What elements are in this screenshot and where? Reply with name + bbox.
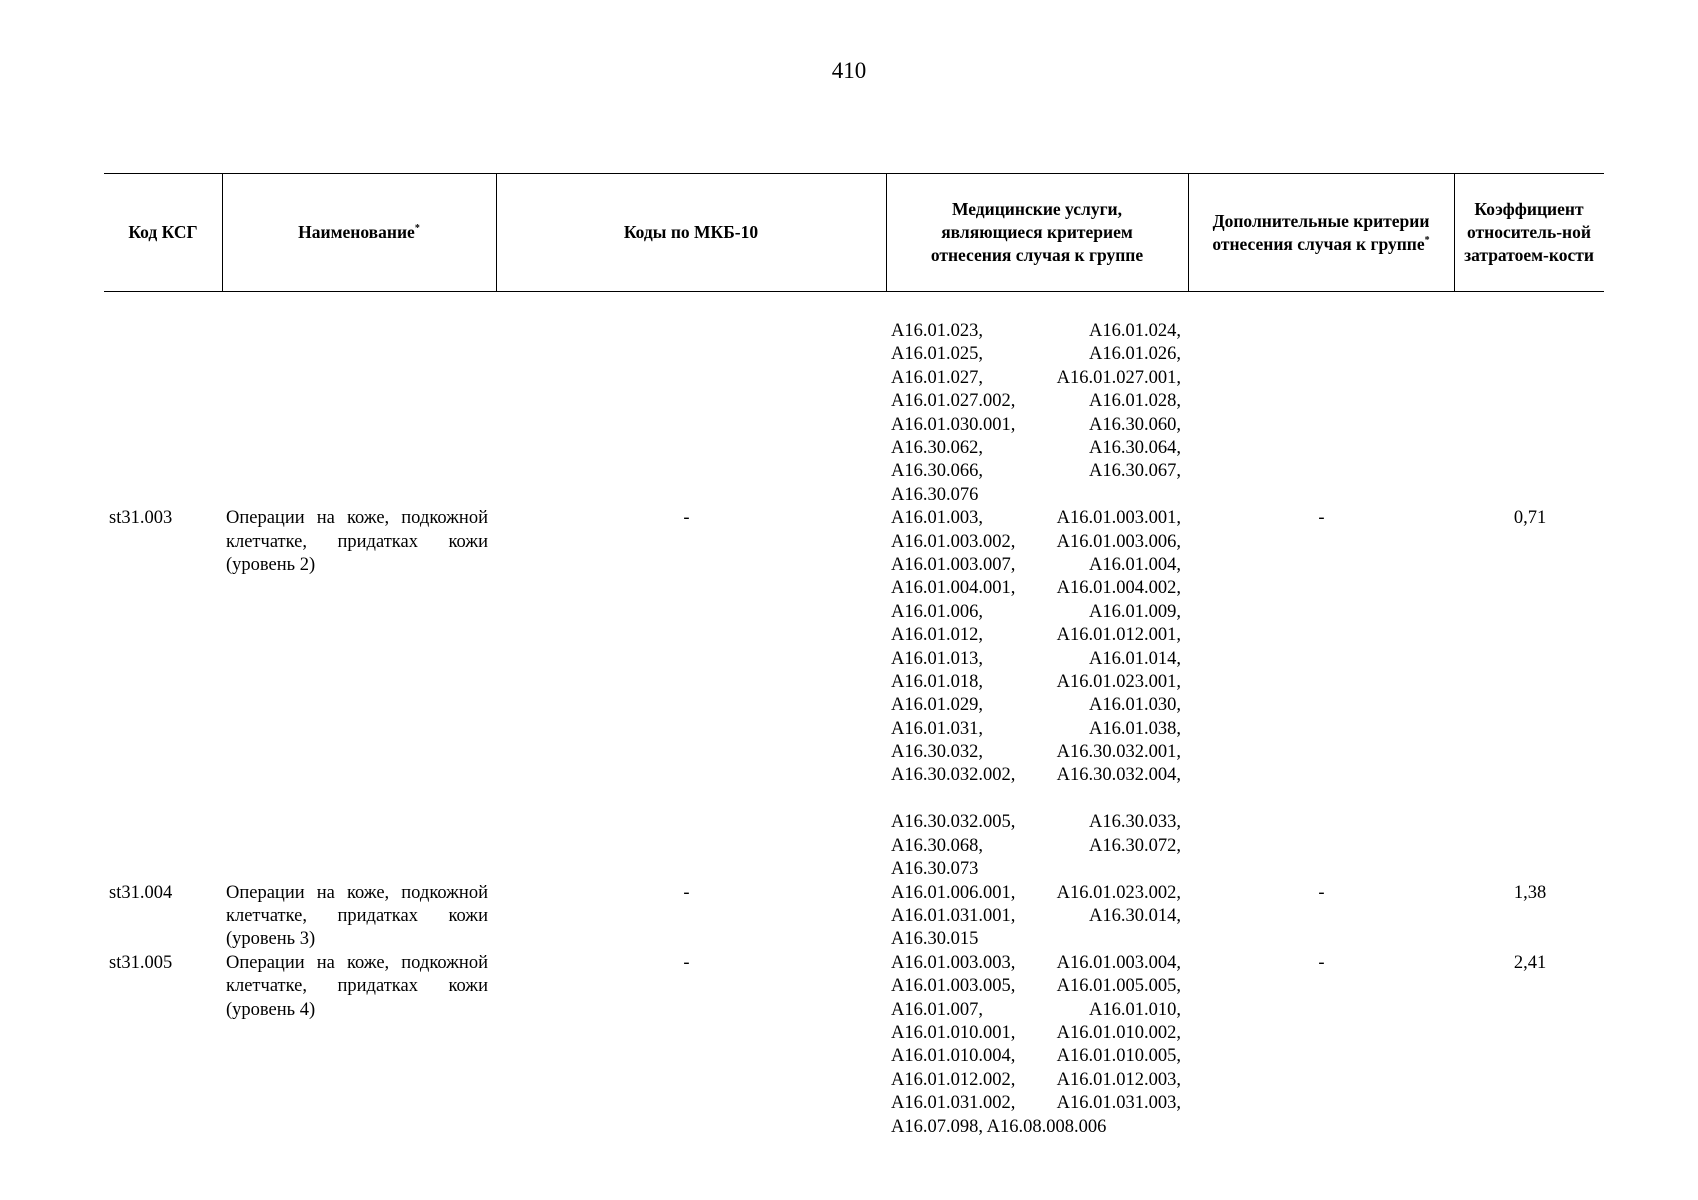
- service-line: [891, 671, 1181, 694]
- service-line: [891, 788, 1181, 811]
- service-code: A16.01.030,: [1089, 695, 1181, 716]
- service-code: A16.01.003.001,: [1056, 508, 1181, 529]
- extra-criteria: -: [1318, 882, 1325, 903]
- service-line: [891, 507, 1181, 530]
- header-code: Код КСГ: [128, 222, 198, 242]
- service-line: [891, 1045, 1181, 1068]
- service-code: A16.01.018,: [891, 671, 983, 692]
- service-code: A16.30.032.002,: [891, 765, 1016, 786]
- service-code: A16.30.064,: [1089, 437, 1181, 458]
- service-line: [891, 999, 1181, 1022]
- service-code: A16.01.014,: [1089, 648, 1181, 669]
- service-code: A16.30.067,: [1089, 461, 1181, 482]
- service-code: A16.01.027,: [891, 367, 983, 388]
- service-code: A16.01.003.007,: [891, 554, 1016, 575]
- service-code: A16.01.005.005,: [1056, 976, 1181, 997]
- ksg-code: st31.004: [109, 882, 173, 903]
- service-line: [891, 952, 1181, 975]
- service-line: [891, 343, 1181, 366]
- service-code: A16.01.003.006,: [1056, 531, 1181, 552]
- service-code: A16.30.068,: [891, 835, 983, 856]
- service-line: [891, 1069, 1181, 1092]
- footnote-mark: *: [1424, 234, 1430, 246]
- footnote-mark: *: [414, 223, 420, 235]
- service-code: A16.01.030.001,: [891, 414, 1016, 435]
- service-line: [891, 648, 1181, 671]
- service-code: A16.01.012.003,: [1056, 1069, 1181, 1090]
- header-extra: Дополнительные критерии отнесения случая к группе*: [1212, 210, 1430, 254]
- service-code: A16.30.072,: [1089, 835, 1181, 856]
- service-code: A16.30.032.005,: [891, 812, 1016, 833]
- service-line: [891, 1116, 1181, 1139]
- service-code: A16.01.031.002,: [891, 1093, 1016, 1114]
- service-line: [891, 882, 1181, 905]
- extra-criteria: -: [1318, 508, 1325, 529]
- service-code: A16.30.015: [891, 929, 979, 950]
- service-line: [891, 928, 1181, 951]
- service-code: A16.01.003.002,: [891, 531, 1016, 552]
- service-line: [891, 764, 1181, 787]
- service-code: A16.01.025,: [891, 344, 983, 365]
- service-code: A16.01.031,: [891, 718, 983, 739]
- service-line: [891, 858, 1181, 881]
- table-header: [104, 173, 1604, 292]
- mkb-codes: -: [683, 882, 690, 903]
- service-code: A16.30.014,: [1089, 905, 1181, 926]
- cost-coefficient: 2,41: [1513, 952, 1547, 973]
- header-services: Медицинские услуги, являющиеся критерием отнесения случая к группе: [930, 199, 1144, 265]
- mkb-codes: -: [683, 952, 690, 973]
- service-line: [891, 437, 1181, 460]
- service-line: [891, 718, 1181, 741]
- service-code: A16.01.004.001,: [891, 578, 1016, 599]
- ksg-code: st31.003: [109, 508, 173, 529]
- service-line: [891, 531, 1181, 554]
- service-line: [891, 460, 1181, 483]
- service-line: [891, 367, 1181, 390]
- service-line: [891, 390, 1181, 413]
- service-code: A16.01.012.001,: [1056, 625, 1181, 646]
- header-mkb: Коды по МКБ-10: [623, 222, 759, 242]
- service-code: A16.30.076: [891, 484, 979, 505]
- service-code: A16.01.010,: [1089, 999, 1181, 1020]
- service-line: [891, 835, 1181, 858]
- service-code: A16.01.029,: [891, 695, 983, 716]
- cost-coefficient: 1,38: [1513, 882, 1547, 903]
- service-code: A16.01.023,: [891, 321, 983, 341]
- service-line: [891, 554, 1181, 577]
- service-code: A16.30.073: [891, 859, 979, 880]
- service-code: A16.01.027.001,: [1056, 367, 1181, 388]
- ksg-name: Операции на коже, подкожной клетчатке, придатках кожи (уровень 3): [226, 882, 488, 950]
- service-code: A16.01.003.005,: [891, 976, 1016, 997]
- service-line: [891, 577, 1181, 600]
- service-code: A16.01.007,: [891, 999, 983, 1020]
- services-list: [891, 507, 1281, 881]
- ksg-code: st31.005: [109, 952, 173, 973]
- service-code: A16.30.032.004,: [1056, 765, 1181, 786]
- service-line: [891, 624, 1181, 647]
- service-code: A16.01.023.002,: [1056, 882, 1181, 903]
- ksg-name: Операции на коже, подкожной клетчатке, придатках кожи (уровень 4): [226, 952, 488, 1020]
- ksg-name: Операции на коже, подкожной клетчатке, придатках кожи (уровень 2): [226, 508, 488, 575]
- service-code: A16.01.031.003,: [1056, 1093, 1181, 1114]
- service-code: A16.01.012,: [891, 625, 983, 646]
- service-code: A16.01.004,: [1089, 554, 1181, 575]
- service-code: A16.01.026,: [1089, 344, 1181, 365]
- service-code: A16.01.010.004,: [891, 1046, 1016, 1067]
- service-code: A16.30.066,: [891, 461, 983, 482]
- service-line: [891, 811, 1181, 834]
- service-code: A16.01.038,: [1089, 718, 1181, 739]
- services-list: [891, 882, 1281, 952]
- service-line: [891, 601, 1181, 624]
- service-code: A16.01.006.001,: [891, 882, 1016, 903]
- service-code: A16.01.003.003,: [891, 952, 1016, 973]
- cost-coefficient: 0,71: [1513, 508, 1547, 529]
- service-code: A16.01.028,: [1089, 391, 1181, 412]
- service-line: [891, 1022, 1181, 1045]
- service-code: A16.30.033,: [1089, 812, 1181, 833]
- service-code: A16.30.032.001,: [1056, 742, 1181, 763]
- service-code: A16.01.013,: [891, 648, 983, 669]
- service-line: [891, 414, 1181, 437]
- service-code: A16.01.010.001,: [891, 1022, 1016, 1043]
- ksg-table: [104, 173, 1604, 1137]
- services-continuation: [891, 320, 1281, 507]
- mkb-codes: -: [683, 508, 690, 529]
- service-code: A16.30.062,: [891, 437, 983, 458]
- service-code: A16.01.003.004,: [1056, 952, 1181, 973]
- service-line: [891, 975, 1181, 998]
- service-code: A16.01.031.001,: [891, 905, 1016, 926]
- service-line: [891, 694, 1181, 717]
- service-code: A16.01.024,: [1089, 321, 1181, 341]
- page-number: 410: [831, 58, 867, 83]
- header-name: Наименование*: [298, 222, 420, 242]
- service-line: [891, 1092, 1181, 1115]
- service-line: [891, 320, 1181, 343]
- service-code: A16.01.009,: [1089, 601, 1181, 622]
- services-list: [891, 952, 1281, 1139]
- service-line: [891, 905, 1181, 928]
- service-code: A16.07.098, A16.08.008.006: [891, 1116, 1107, 1137]
- service-code: A16.01.010.002,: [1056, 1022, 1181, 1043]
- service-code: A16.30.032,: [891, 742, 983, 763]
- service-code: A16.01.023.001,: [1056, 671, 1181, 692]
- service-line: [891, 741, 1181, 764]
- service-code: A16.01.012.002,: [891, 1069, 1016, 1090]
- service-code: A16.30.060,: [1089, 414, 1181, 435]
- service-code: A16.01.010.005,: [1056, 1046, 1181, 1067]
- service-code: A16.01.006,: [891, 601, 983, 622]
- service-line: [891, 484, 1181, 507]
- header-coef: Коэффициент относитель-ной затратоем-кости: [1464, 199, 1594, 265]
- extra-criteria: -: [1318, 952, 1325, 973]
- service-code: A16.01.027.002,: [891, 391, 1016, 412]
- service-code: A16.01.003,: [891, 508, 983, 529]
- service-code: A16.01.004.002,: [1056, 578, 1181, 599]
